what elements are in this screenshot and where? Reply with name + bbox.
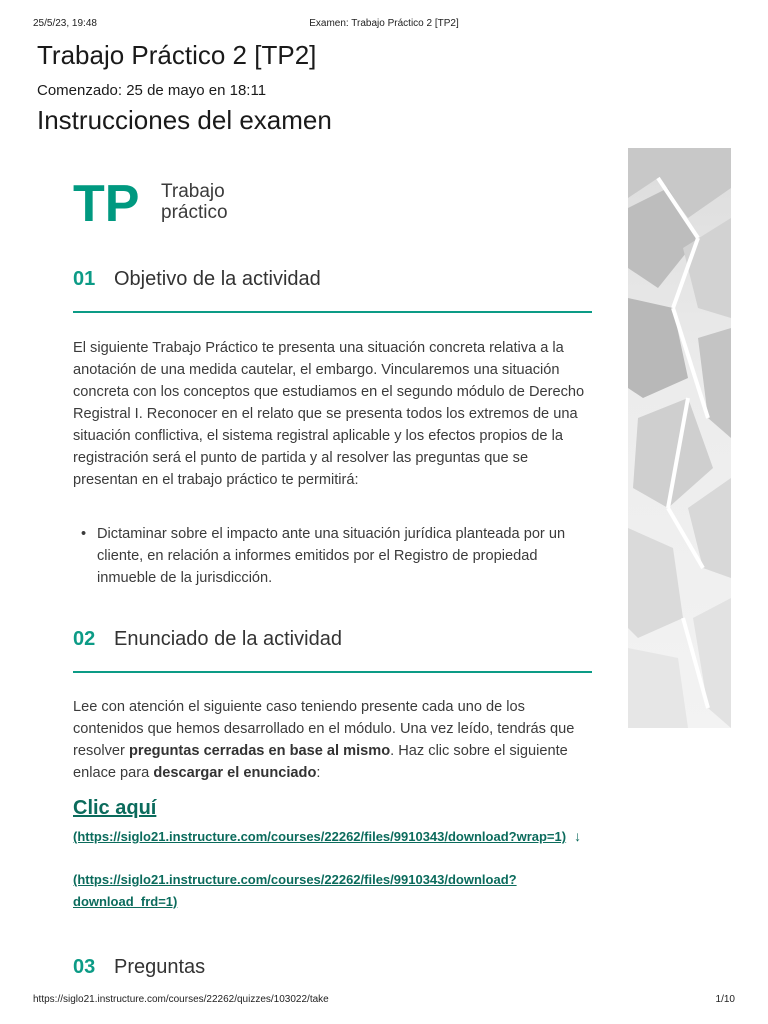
print-footer xyxy=(0,994,768,1024)
geometric-pattern-icon xyxy=(628,148,731,728)
decorative-side-image xyxy=(628,148,731,728)
started-timestamp: Comenzado: 25 de mayo en 18:11 xyxy=(37,82,267,99)
logo-text xyxy=(161,181,228,223)
logo-line-2: práctico xyxy=(161,202,228,223)
print-url: https://siglo21.instructure.com/courses/22262/quizzes/103022/take xyxy=(33,994,329,1005)
print-header xyxy=(0,0,768,30)
statement-text-3: : xyxy=(316,765,321,781)
page-title: Trabajo Práctico 2 [TP2] xyxy=(37,40,317,70)
statement-bold-1: preguntas cerradas en base al mismo xyxy=(128,743,391,759)
section-label: Enunciado de la actividad xyxy=(114,628,342,650)
section-heading-statement xyxy=(73,628,592,673)
print-title: Examen: Trabajo Práctico 2 [TP2] xyxy=(309,18,459,29)
download-link-wrap[interactable] xyxy=(73,825,593,848)
statement-text-2: . Haz clic sobre el siguiente enlace para xyxy=(73,743,568,781)
download-icon[interactable]: ↓ xyxy=(574,828,582,844)
tp-logo xyxy=(73,175,273,234)
page-number: 1/10 xyxy=(715,994,735,1005)
logo-line-1: Trabajo xyxy=(161,181,225,202)
instructions-title: Instrucciones del examen xyxy=(37,105,332,135)
print-datetime: 25/5/23, 19:48 xyxy=(33,18,97,29)
list-item: • Dictaminar sobre el impacto ante una situación jurídica planteada por un cliente, en relación a informes emitidos por el Registro de propiedad inmueble de la jurisdicción. xyxy=(73,523,592,589)
statement-paragraph xyxy=(73,696,592,784)
section-heading-objective xyxy=(73,268,592,313)
section-number: 03 xyxy=(73,956,96,978)
section-number: 01 xyxy=(73,268,96,290)
section-label: Objetivo de la actividad xyxy=(114,268,321,290)
download-url-wrap[interactable]: (https://siglo21.instructure.com/courses/22262/files/9910343/download?wrap=1) xyxy=(73,829,567,844)
section-label: Preguntas xyxy=(114,956,206,978)
objective-paragraph: El siguiente Trabajo Práctico te presenta una situación concreta relativa a la anotación de una medida cautelar, el embargo. Vincularemos una situación concreta con los conceptos que estudiamos en el segundo módulo de Derecho Registral I. Reconocer en el relato que se presenta todos los extremos de una situación conflictiva, el sistema registral aplicable y los efectos propios de la registración será el punto de partida y al resolver las preguntas que se presentan en el trabajo práctico te permitirá: xyxy=(73,340,585,488)
click-here-link[interactable]: Clic aquí xyxy=(73,797,157,819)
statement-bold-2: descargar el enunciado xyxy=(153,765,317,781)
statement-text-1: Lee con atención el siguiente caso teniendo presente cada uno de los contenidos que hemos desarrollado en el módulo. Una vez leído, tendrás que resolver xyxy=(73,699,575,759)
download-link-direct[interactable]: (https://siglo21.instructure.com/courses/22262/files/9910343/download?download_frd=1) xyxy=(73,872,517,909)
objective-bullet-list xyxy=(73,523,592,589)
section-number: 02 xyxy=(73,628,96,650)
logo-mark: TP xyxy=(73,175,140,233)
